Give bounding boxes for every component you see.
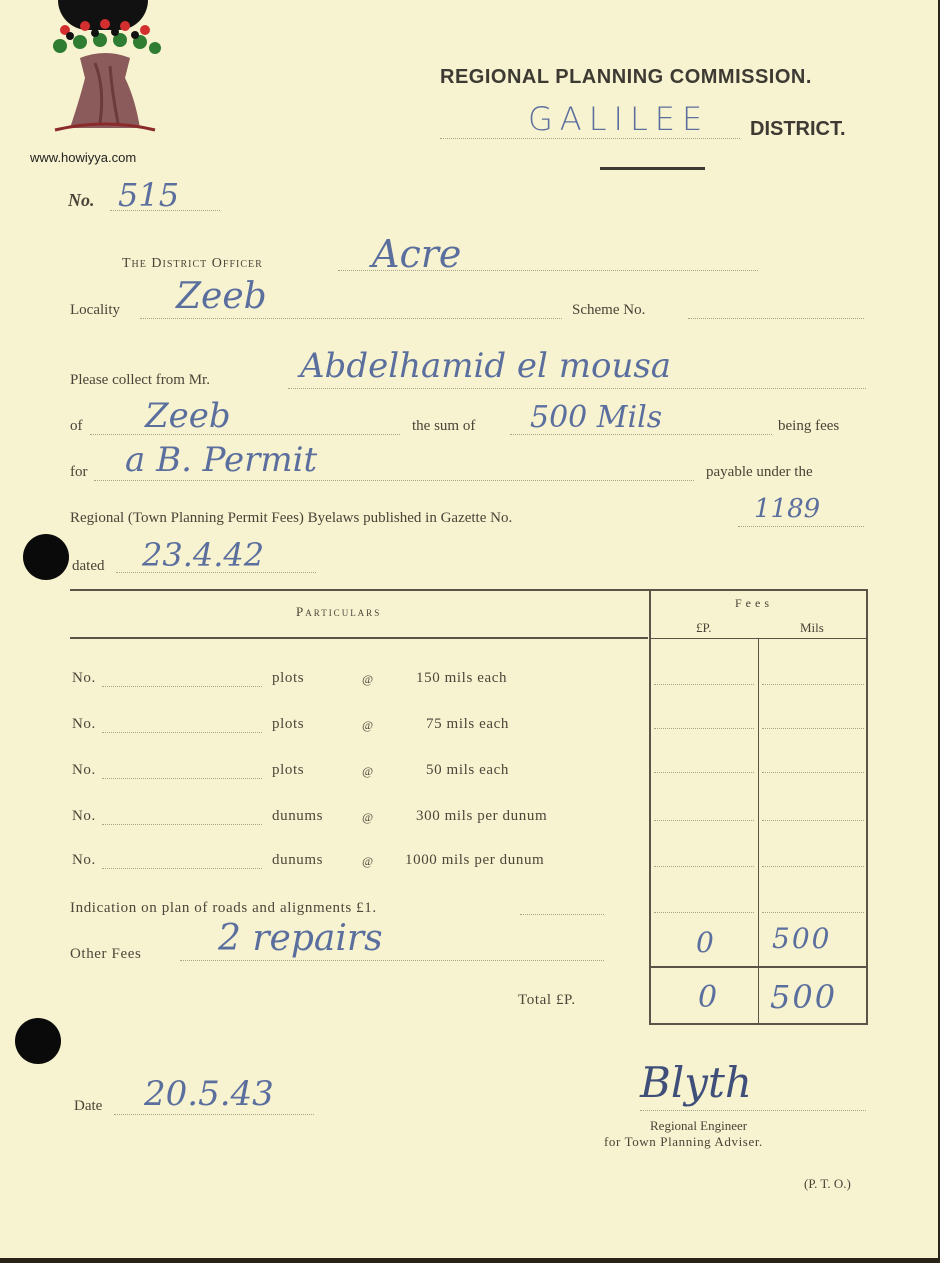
mils-header: Mils	[800, 620, 824, 635]
tree-logo-icon	[40, 18, 170, 153]
fees-header: Fees	[735, 596, 773, 610]
row-no-label: No.	[72, 762, 96, 778]
locality-line	[140, 318, 562, 319]
row-rate: 300 mils per dunum	[416, 808, 548, 824]
indication-mils-line	[762, 912, 864, 913]
row-pounds-line	[654, 772, 754, 773]
row-mils-line	[762, 684, 864, 685]
signature: Blyth	[640, 1058, 752, 1107]
engineer-title: Regional Engineer	[650, 1118, 748, 1133]
howiyya-logo	[30, 18, 170, 165]
other-fees-line	[180, 960, 604, 961]
officer-label: The District Officer	[122, 256, 263, 271]
of-label: of	[70, 418, 83, 434]
payer-name: Abdelhamid el mousa	[300, 346, 672, 386]
locality-value: Zeeb	[176, 276, 267, 317]
total-rule	[650, 966, 867, 968]
row-rate: 150 mils each	[416, 670, 508, 686]
pto-note: (P. T. O.)	[804, 1176, 851, 1191]
row-no-label: No.	[72, 852, 96, 868]
pounds-header: £P.	[696, 620, 712, 635]
header-rule	[600, 167, 705, 170]
row-unit: plots	[272, 716, 305, 732]
total-pounds: 0	[698, 980, 718, 1015]
row-at: @	[362, 810, 374, 824]
row-at: @	[362, 764, 374, 778]
for-label: for	[70, 464, 88, 480]
row-mils-line	[762, 772, 864, 773]
date-line	[114, 1114, 314, 1115]
row-pounds-line	[654, 866, 754, 867]
row-mils-line	[762, 728, 864, 729]
number-label: No.	[68, 190, 95, 210]
adviser-title: for Town Planning Adviser.	[604, 1134, 763, 1149]
commission-title: REGIONAL PLANNING COMMISSION.	[440, 66, 812, 88]
for-value: a B. Permit	[125, 440, 318, 480]
row-rate: 1000 mils per dunum	[405, 852, 545, 868]
collect-label: Please collect from Mr.	[70, 372, 210, 388]
total-mils: 500	[770, 978, 838, 1016]
date-label: Date	[74, 1098, 103, 1114]
other-fees-label: Other Fees	[70, 946, 142, 962]
row-rate: 75 mils each	[426, 716, 510, 732]
byelaw-text: Regional (Town Planning Permit Fees) Byelaws published in Gazette No.	[70, 510, 513, 526]
of-value: Zeeb	[145, 396, 231, 436]
payable-label: payable under the	[706, 464, 813, 480]
gazette-number: 1189	[754, 494, 821, 524]
row-at: @	[362, 854, 374, 868]
signature-line	[640, 1110, 866, 1111]
sum-value: 500 Mils	[530, 400, 663, 435]
for-line	[94, 480, 694, 481]
other-fees-pounds: 0	[696, 926, 714, 959]
row-unit: dunums	[272, 852, 324, 868]
district-name: GALILEE	[528, 100, 710, 138]
other-fees-mils: 500	[772, 922, 832, 955]
row-no-label: No.	[72, 716, 96, 732]
officer-value: Acre	[372, 232, 462, 276]
row-mils-line	[762, 820, 864, 821]
scheme-line	[688, 318, 864, 319]
table-header-rule	[70, 637, 648, 639]
district-label: DISTRICT.	[750, 118, 846, 140]
row-pounds-line	[654, 728, 754, 729]
number-value: 515	[118, 176, 180, 214]
indication-text: Indication on plan of roads and alignments £1.	[70, 900, 377, 916]
row-unit: plots	[272, 762, 305, 778]
district-dotted-line	[440, 138, 740, 139]
row-no-label: No.	[72, 808, 96, 824]
row-no-line	[102, 868, 262, 869]
particulars-header: Particulars	[296, 604, 382, 619]
row-at: @	[362, 672, 374, 686]
date-value: 20.5.43	[144, 1074, 274, 1114]
row-no-line	[102, 778, 262, 779]
row-no-line	[102, 824, 262, 825]
logo-url[interactable]: www.howiyya.com	[30, 150, 137, 165]
dated-label: dated	[72, 558, 105, 574]
punch-hole-upper	[23, 534, 69, 580]
being-fees-label: being fees	[778, 418, 840, 434]
row-mils-line	[762, 866, 864, 867]
locality-label: Locality	[70, 302, 120, 318]
row-no-label: No.	[72, 670, 96, 686]
collect-line	[288, 388, 866, 389]
dated-value: 23.4.42	[142, 536, 265, 574]
other-fees-value: 2 repairs	[218, 918, 383, 959]
scheme-label: Scheme No.	[572, 302, 646, 318]
sum-label: the sum of	[412, 418, 476, 434]
punch-hole-lower	[15, 1018, 61, 1064]
row-unit: dunums	[272, 808, 324, 824]
of-line	[90, 434, 400, 435]
row-no-line	[102, 732, 262, 733]
indication-line	[520, 914, 604, 915]
row-at: @	[362, 718, 374, 732]
gazette-line	[738, 526, 864, 527]
row-rate: 50 mils each	[426, 762, 510, 778]
row-pounds-line	[654, 820, 754, 821]
row-no-line	[102, 686, 262, 687]
indication-pounds-line	[654, 912, 754, 913]
row-pounds-line	[654, 684, 754, 685]
row-unit: plots	[272, 670, 305, 686]
total-label: Total £P.	[518, 992, 576, 1008]
